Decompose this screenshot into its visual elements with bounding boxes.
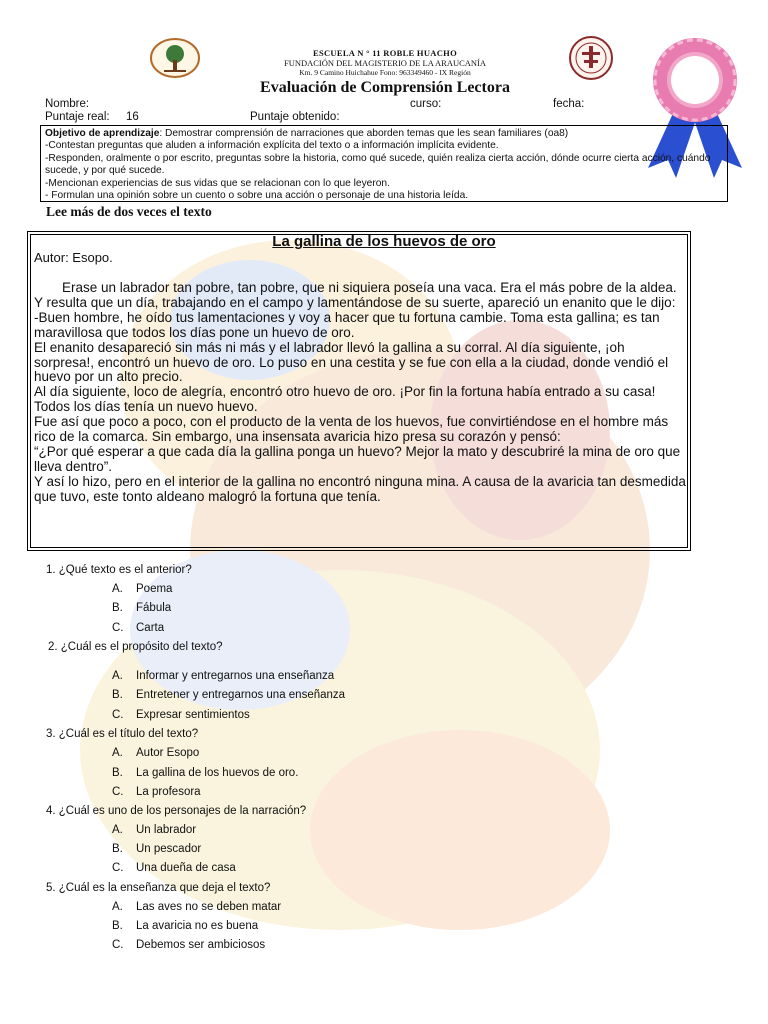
option-letter: C. xyxy=(112,862,124,874)
answer-option[interactable] xyxy=(112,670,334,682)
option-text: Entretener y entregarnos una enseñanza xyxy=(136,689,346,701)
page-title: Evaluación de Comprensión Lectora xyxy=(260,79,510,96)
obtained-score-label: Puntaje obtenido: xyxy=(250,111,340,123)
real-score-label: Puntaje real: xyxy=(45,111,110,123)
option-letter: C. xyxy=(112,622,124,634)
option-text: La avaricia no es buena xyxy=(136,920,259,932)
option-letter: A. xyxy=(112,901,123,913)
objective-text: : Demostrar comprensión de narraciones que aborden temas que les sean familiares (oa8) xyxy=(159,128,569,139)
foundation-name: FUNDACIÓN DEL MAGISTERIO DE LA ARAUCANÍA xyxy=(283,58,487,68)
option-letter: A. xyxy=(112,670,123,682)
option-letter: B. xyxy=(112,689,123,701)
option-text: Una dueña de casa xyxy=(136,862,236,874)
objective-bullet: - Formulan una opinión sobre un cuento o sobre una acción o personaje de una historia leída. xyxy=(45,190,469,202)
option-text: Debemos ser ambiciosos xyxy=(136,939,266,951)
learning-objective-box xyxy=(40,125,728,202)
objective-line xyxy=(45,128,723,140)
story-paragraph: -Buen hombre, he oído tus lamentaciones y voy a hacer que tu fortuna cambie. Toma esta gallina; es tan maravillosa que todos los días pone un huevo de oro. xyxy=(34,309,660,340)
school-name: ESCUELA N ° 11 ROBLE HUACHO xyxy=(313,48,457,58)
story-paragraph: “¿Por qué esperar a que cada día la gallina ponga un huevo? Mejor la mato y descubriré la mina de oro que lleva dentro”. xyxy=(34,443,681,474)
objective-bullet: -Responden, oralmente o por escrito, preguntas sobre la historia, como qué sucede, quién realiza cierta acción, dónde ocurre cierta acción, cuándo sucede, y por qué sucede. xyxy=(45,152,711,177)
question-1: 1. ¿Qué texto es el anterior? xyxy=(46,564,192,576)
option-letter: A. xyxy=(112,583,123,595)
story-text xyxy=(34,281,686,505)
answer-option[interactable] xyxy=(112,622,164,634)
option-letter: B. xyxy=(112,920,123,932)
objective-label: Objetivo de aprendizaje xyxy=(45,128,160,139)
option-text: Expresar sentimientos xyxy=(136,709,250,721)
option-letter: B. xyxy=(112,767,123,779)
option-text: Poema xyxy=(136,583,173,595)
question-3: 3. ¿Cuál es el título del texto? xyxy=(46,728,199,740)
answer-option[interactable] xyxy=(112,602,171,614)
answer-option[interactable] xyxy=(112,901,281,913)
option-letter: C. xyxy=(112,709,124,721)
option-letter: C. xyxy=(112,786,124,798)
story-paragraph: Al día siguiente, loco de alegría, encontró otro huevo de oro. ¡Por fin la fortuna había entrado a su casa! Todos los días tenía un nuevo huevo. xyxy=(34,384,656,415)
name-label: Nombre: xyxy=(45,98,90,110)
answer-option[interactable] xyxy=(112,583,172,595)
answer-option[interactable] xyxy=(112,786,201,798)
answer-option[interactable] xyxy=(112,709,250,721)
option-text: Carta xyxy=(136,622,165,634)
option-letter: B. xyxy=(112,843,123,855)
answer-option[interactable] xyxy=(112,920,258,932)
objective-bullet: -Contestan preguntas que aluden a información explícita del texto o a información implícita evidente. xyxy=(45,140,499,152)
date-label: fecha: xyxy=(553,98,585,110)
option-text: Un pescador xyxy=(136,843,202,855)
option-text: Autor Esopo xyxy=(136,747,200,759)
answer-option[interactable] xyxy=(112,824,196,836)
option-text: Las aves no se deben matar xyxy=(136,901,282,913)
story-paragraph: Y así lo hizo, pero en el interior de la gallina no encontró ninguna mina. A causa de la avaricia tan desmedida que tuvo, este tonto aldeano malogró la fortuna que tenía. xyxy=(34,473,686,504)
question-2: 2. ¿Cuál es el propósito del texto? xyxy=(48,641,223,653)
option-text: Fábula xyxy=(136,602,172,614)
story-paragraph: Fue así que poco a poco, con el producto de la venta de los huevos, fue convirtiéndose en el hombre más rico de la comarca. Sin embargo, una insensata avaricia hizo presa su corazón y pensó: xyxy=(34,414,669,445)
option-text: Informar y entregarnos una enseñanza xyxy=(136,670,335,682)
answer-option[interactable] xyxy=(112,767,298,779)
story-paragraph: El enanito desapareció sin más ni más y el labrador llevó la gallina a su corral. Al día siguiente, ¡oh sorpresa!, encontró un huevo de oro. Lo puso en una cestita y se fue con ella a la ciudad, donde vendió el huevo por un alto precio. xyxy=(34,339,669,385)
question-5: 5. ¿Cuál es la enseñanza que deja el texto? xyxy=(46,882,271,894)
answer-option[interactable] xyxy=(112,747,199,759)
option-letter: A. xyxy=(112,824,123,836)
option-text: Un labrador xyxy=(136,824,197,836)
answer-option[interactable] xyxy=(112,689,345,701)
reading-instruction: Lee más de dos veces el texto xyxy=(46,204,212,219)
school-logo xyxy=(150,38,200,78)
foundation-seal xyxy=(566,36,616,80)
answer-option[interactable] xyxy=(112,862,236,874)
course-label: curso: xyxy=(410,98,442,110)
story-paragraph: Erase un labrador tan pobre, tan pobre, que ni siquiera poseía una vaca. Era el más pobre de la aldea. Y resulta que un día, trabajando en el campo y lamentándose de su suerte, apareció un enanito que le dijo: xyxy=(34,280,677,310)
option-text: La gallina de los huevos de oro. xyxy=(136,767,299,779)
answer-option[interactable] xyxy=(112,939,265,951)
school-address: Km. 9 Camino Huichahue Fono: 963349460 - IX Región xyxy=(299,68,471,77)
option-letter: A. xyxy=(112,747,123,759)
question-4: 4. ¿Cuál es uno de los personajes de la narración? xyxy=(46,805,307,817)
story-title: La gallina de los huevos de oro xyxy=(272,233,496,250)
answer-option[interactable] xyxy=(112,843,201,855)
story-author: Autor: Esopo. xyxy=(34,250,113,265)
option-text: La profesora xyxy=(136,786,201,798)
option-letter: C. xyxy=(112,939,124,951)
objective-bullet: -Mencionan experiencias de sus vidas que se relacionan con lo que leyeron. xyxy=(45,177,390,189)
real-score-value: 16 xyxy=(126,111,139,123)
option-letter: B. xyxy=(112,602,123,614)
